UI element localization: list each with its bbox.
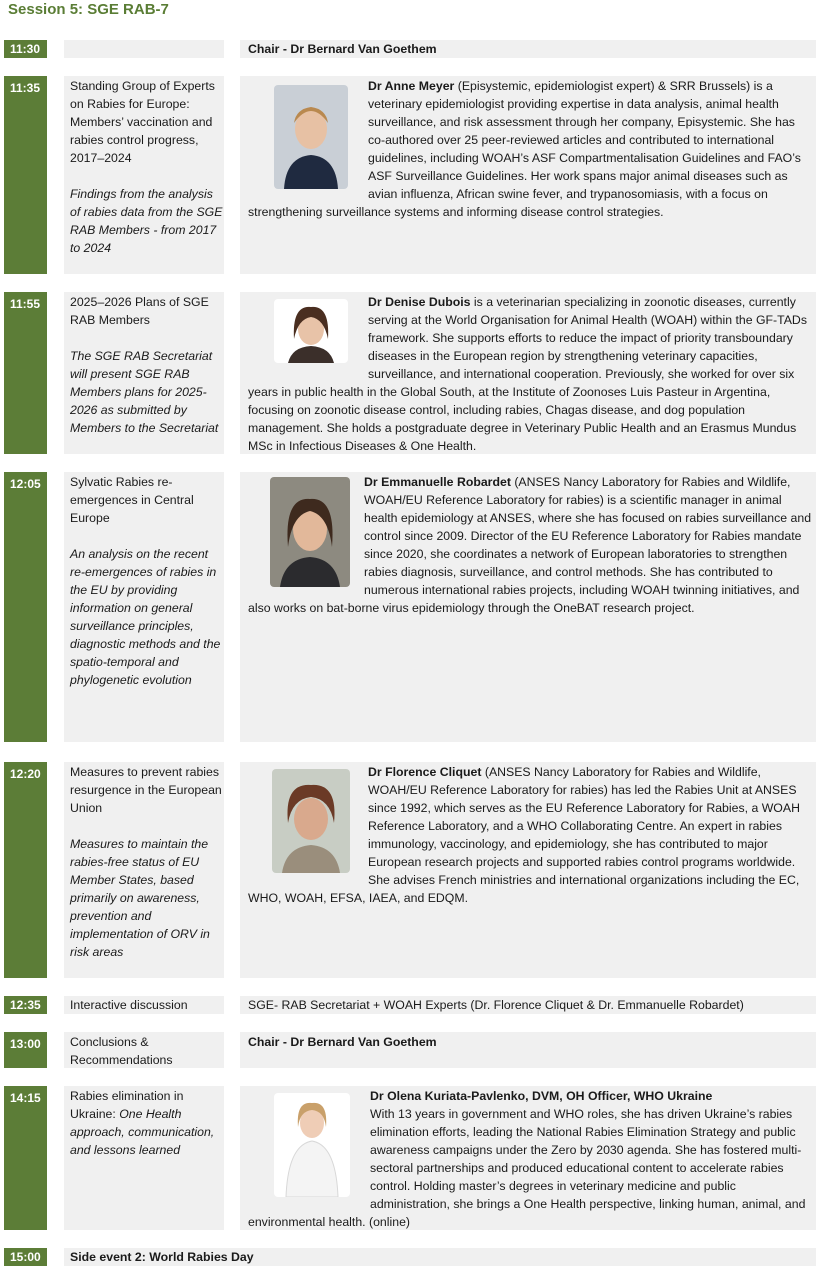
topic-cell bbox=[64, 996, 224, 1014]
topic-cell bbox=[64, 292, 224, 454]
speaker-name: Dr Denise Dubois bbox=[368, 295, 471, 309]
time-slot: 13:00 bbox=[4, 1032, 47, 1068]
speaker-cell bbox=[240, 76, 816, 274]
topic-title: Conclusions & Recommendations bbox=[70, 1035, 173, 1067]
speaker-name: Dr Emmanuelle Robardet bbox=[364, 475, 511, 489]
topic-title: Rabies elimination in Ukraine: One Health approach, communication, and lessons learned bbox=[70, 1089, 215, 1157]
topic-cell bbox=[64, 472, 224, 742]
discussion-cell bbox=[240, 996, 816, 1014]
time-slot: 14:15 bbox=[4, 1086, 47, 1230]
discussion-participants: SGE- RAB Secretariat + WOAH Experts (Dr. Florence Cliquet & Dr. Emmanuelle Robardet) bbox=[248, 998, 744, 1012]
speaker-cell bbox=[240, 292, 816, 454]
chair-cell bbox=[240, 40, 816, 58]
topic-title: Interactive discussion bbox=[70, 998, 188, 1012]
speaker-name: Dr Anne Meyer bbox=[368, 79, 455, 93]
topic-cell bbox=[64, 76, 224, 274]
speaker-bio: (ANSES Nancy Laboratory for Rabies and Wildlife, WOAH/EU Reference Laboratory for rabies) is a scientific manager in animal health epidemiology at ANSES, where she has focused on rabies surveillance and control since 2009. Director of the EU Reference Laboratory for Rabies mandate since 2020, she coordinates a network of European laboratories to strengthen rabies diagnosis, surveillance, and control methods. She has contributed to numerous international rabies projects, including WOAH twinning initiatives, and also works on bat-borne virus epidemiology through the OneBAT research project. bbox=[248, 475, 812, 615]
time-slot: 12:35 bbox=[4, 996, 47, 1014]
speaker-photo bbox=[272, 769, 350, 873]
topic-description: Findings from the analysis of rabies data from the SGE RAB Members - from 2017 to 2024 bbox=[70, 187, 223, 255]
speaker-photo bbox=[274, 85, 348, 189]
time-slot: 11:55 bbox=[4, 292, 47, 454]
speaker-name: Dr Florence Cliquet bbox=[368, 765, 482, 779]
topic-title: Measures to prevent rabies resurgence in the European Union bbox=[70, 765, 222, 815]
time-slot: 15:00 bbox=[4, 1248, 47, 1266]
speaker-bio: is a veterinarian specializing in zoonotic diseases, currently serving at the World Organisation for Animal Health (WOAH) within the GF-TADs framework. She supports efforts to reduce the impact of priority transboundary diseases in the European region by strengthening veterinary capacities, surveillance, and international cooperation. Previously, she worked for over six years in public health in the Global South, at the Institute of Zoonoses Luis Pasteur in Argentina, focusing on zoonotic disease control, including rabies, Chagas disease, and dog population management. She holds a postgraduate degree in Veterinary Public Health and an Erasmus Mundus MSc in Infectious Diseases & One Health. bbox=[248, 295, 807, 453]
topic-cell-empty bbox=[64, 40, 224, 58]
time-slot: 12:20 bbox=[4, 762, 47, 978]
speaker-bio: (ANSES Nancy Laboratory for Rabies and Wildlife, WOAH/EU Reference Laboratory for rabies) has led the Rabies Unit at ANSES since 1992, which serves as the EU Reference Laboratory for Rabies, a WOAH Reference Laboratory, and a WHO Collaborating Centre. An expert in rabies immunology, vaccinology, and epidemiology, she has contributed to major European research projects and supported rabies control programs worldwide. She advises French ministries and international organizations including the EC, WHO, WOAH, EFSA, IAEA, and EDQM. bbox=[248, 765, 800, 905]
speaker-photo bbox=[274, 1093, 350, 1197]
chair-label: Chair - Dr Bernard Van Goethem bbox=[248, 42, 437, 56]
speaker-cell bbox=[240, 762, 816, 978]
topic-title: Sylvatic Rabies re-emergences in Central Europe bbox=[70, 475, 194, 525]
speaker-photo bbox=[274, 299, 348, 363]
side-event-cell bbox=[64, 1248, 816, 1266]
time-slot: 12:05 bbox=[4, 472, 47, 742]
chair-cell bbox=[240, 1032, 816, 1068]
topic-title: 2025–2026 Plans of SGE RAB Members bbox=[70, 295, 209, 327]
topic-title: Standing Group of Experts on Rabies for Europe: Members’ vaccination and rabies control progress, 2017–2024 bbox=[70, 79, 215, 165]
time-slot: 11:35 bbox=[4, 76, 47, 274]
speaker-name: Dr Olena Kuriata-Pavlenko, DVM, OH Officer, WHO Ukraine bbox=[370, 1089, 713, 1103]
time-slot: 11:30 bbox=[4, 40, 47, 58]
speaker-cell bbox=[240, 472, 816, 742]
speaker-cell bbox=[240, 1086, 816, 1230]
side-event-label: Side event 2: World Rabies Day bbox=[70, 1250, 254, 1264]
topic-description: The SGE RAB Secretariat will present SGE RAB Members plans for 2025-2026 as submitted by Members to the Secretariat bbox=[70, 349, 219, 435]
session-title: Session 5: SGE RAB-7 bbox=[8, 1, 169, 18]
speaker-photo bbox=[270, 477, 350, 587]
topic-description: Measures to maintain the rabies-free status of EU Member States, based primarily on awareness, prevention and implementation of ORV in risk areas bbox=[70, 837, 210, 959]
topic-description: An analysis on the recent re-emergences of rabies in the EU by providing information on general surveillance principles, diagnostic methods and the spatio-temporal and phylogenetic evolution bbox=[70, 547, 221, 687]
topic-cell bbox=[64, 1032, 224, 1068]
chair-label: Chair - Dr Bernard Van Goethem bbox=[248, 1035, 437, 1049]
topic-cell bbox=[64, 1086, 224, 1230]
speaker-bio: With 13 years in government and WHO roles, she has driven Ukraine’s rabies elimination efforts, leading the National Rabies Elimination Strategy and public awareness campaigns under the Zero by 2030 agenda. She has fostered multi-sectoral partnerships and produced educational content to accelerate rabies control. Holding master’s degrees in veterinary medicine and public administration, she brings a One Health perspective, linking human, animal, and environmental health. (online) bbox=[248, 1107, 806, 1229]
topic-cell bbox=[64, 762, 224, 978]
speaker-bio: (Episystemic, epidemiologist expert) & SRR Brussels) is a veterinary epidemiologist providing expertise in data analysis, animal health surveillance, and risk assessment through her company, Episystemic. She has co-authored over 25 peer-reviewed articles and contributed to international guidelines, including WOAH’s ASF Compartmentalisation Guidelines and FAO’s ASF Surveillance Guidelines. Her work spans major animal diseases such as avian influenza, African swine fever, and trypanosomiasis, with a focus on strengthening surveillance systems and informing disease control strategies. bbox=[248, 79, 801, 219]
